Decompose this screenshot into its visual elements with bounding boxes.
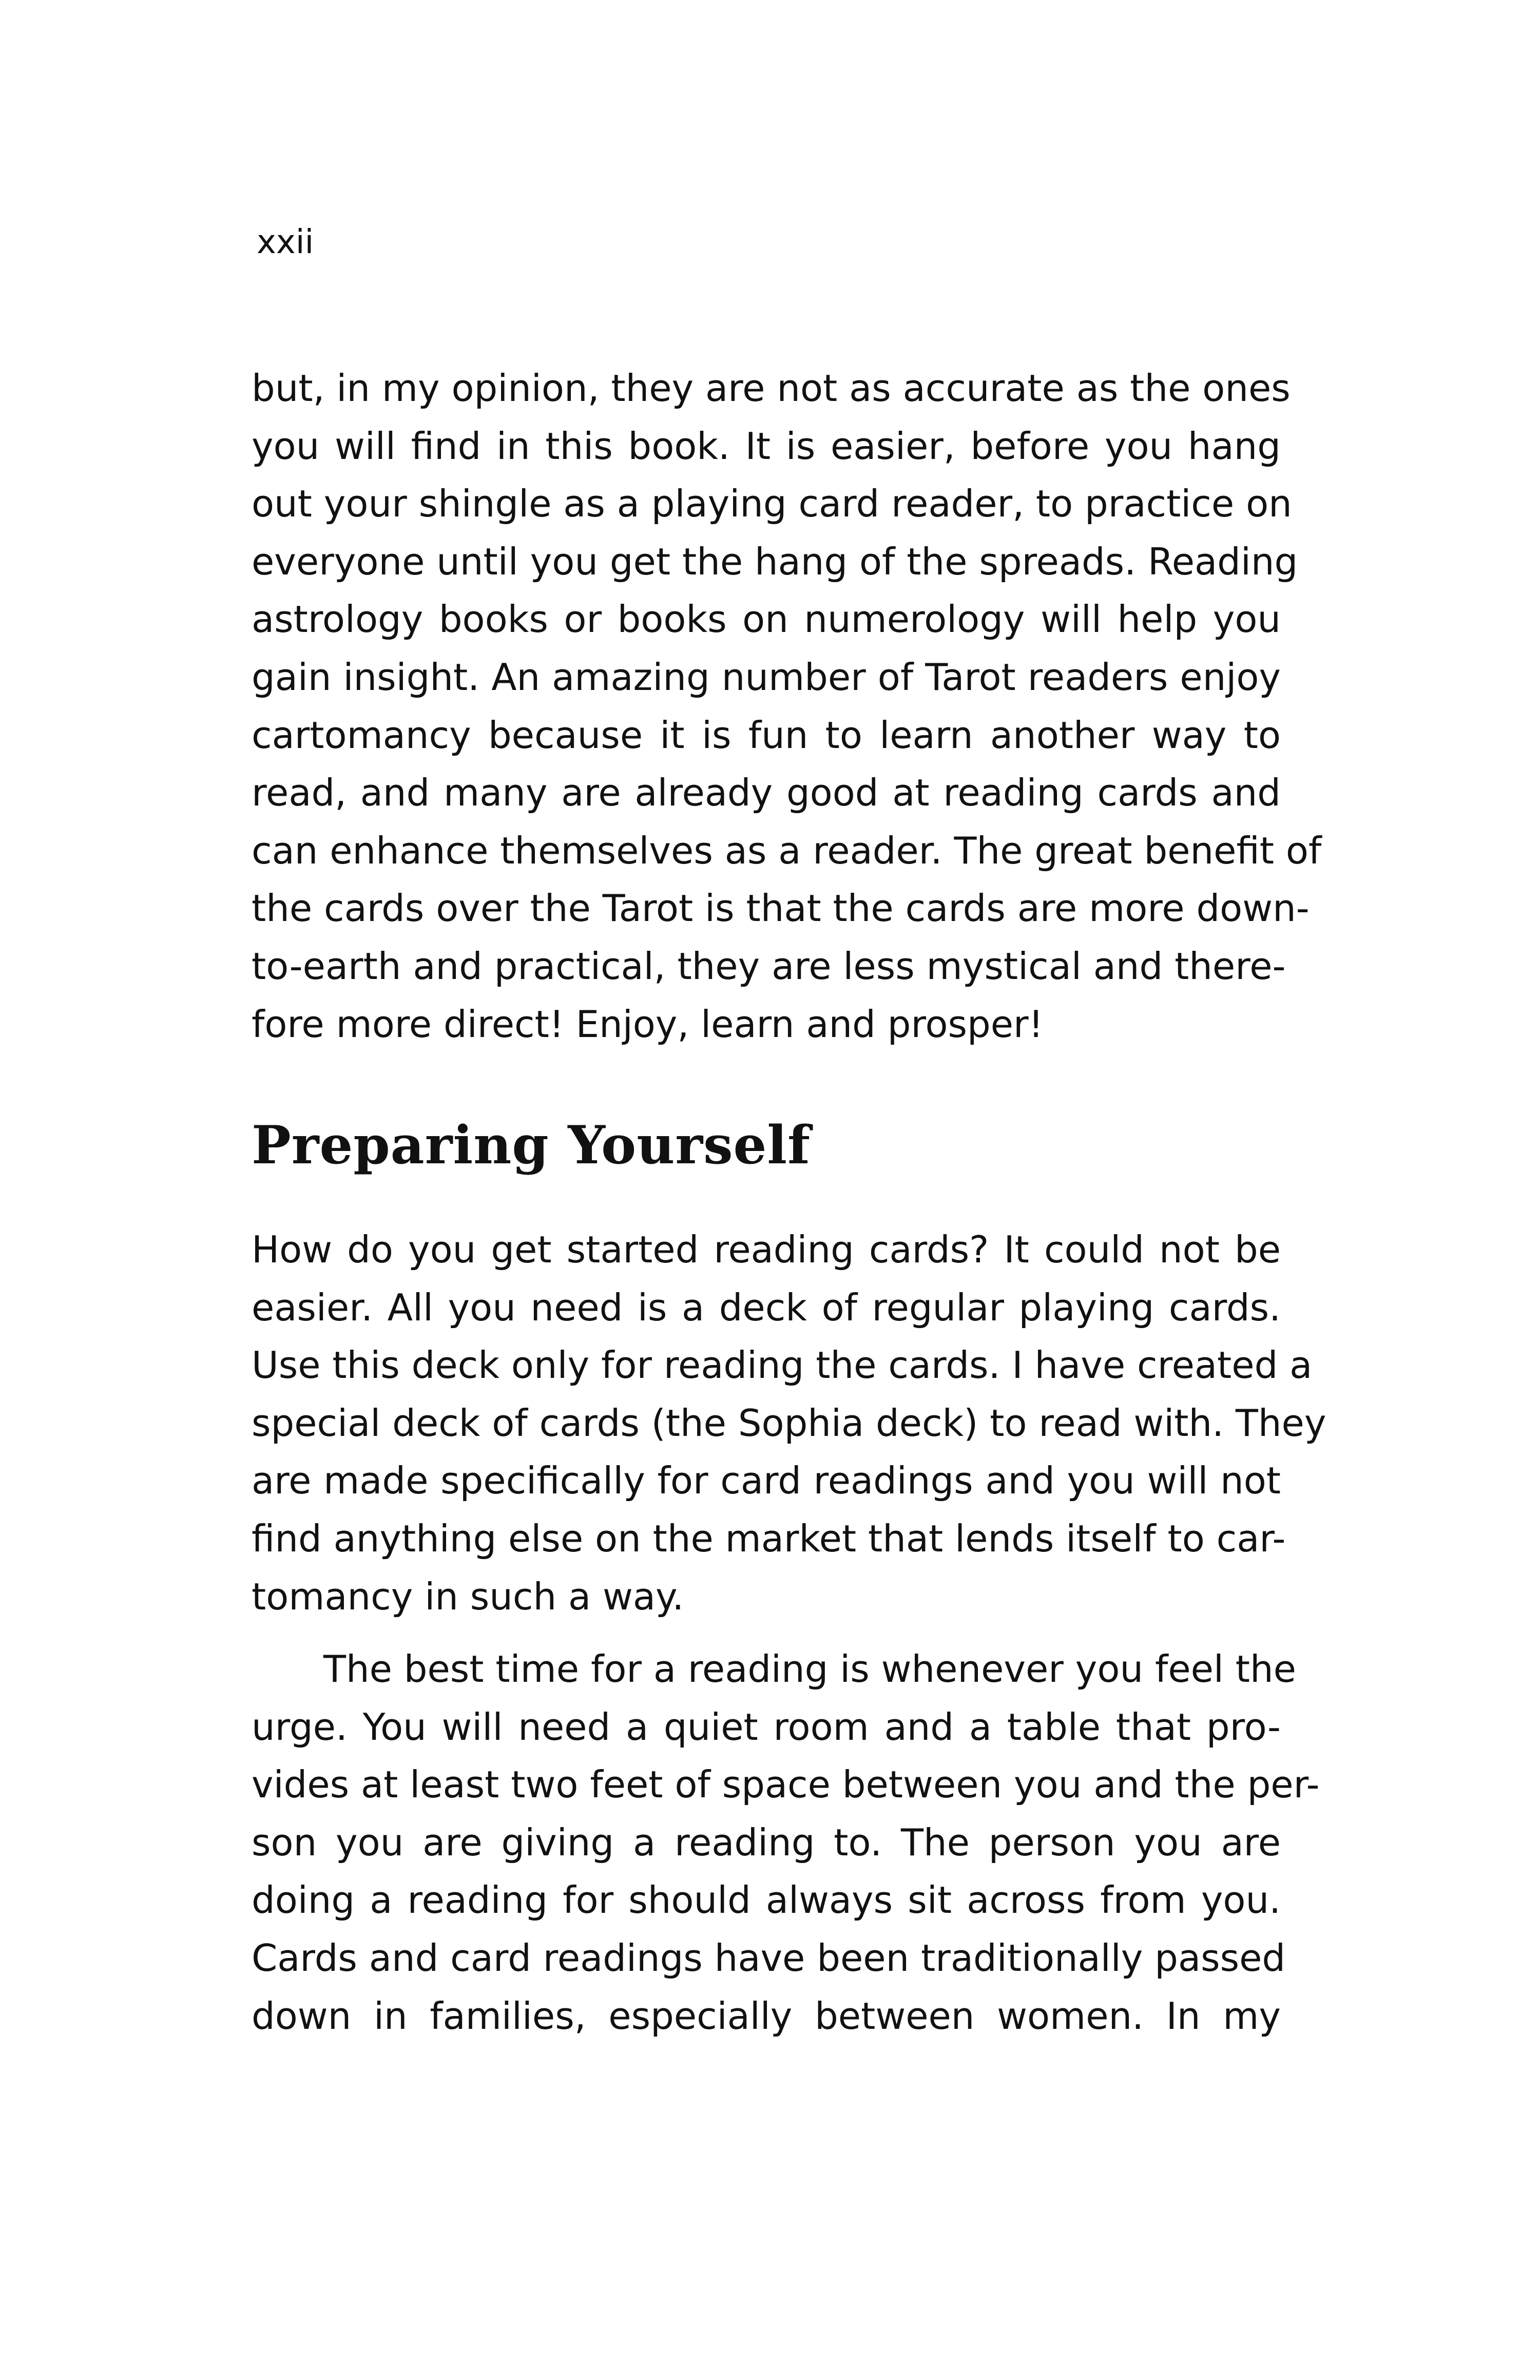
text-line: cartomancy because it is fun to learn another way to	[252, 713, 1281, 757]
text-line: How do you get started reading cards? It could not be	[252, 1228, 1281, 1271]
text-line: son you are giving a reading to. The person you are	[252, 1820, 1281, 1864]
text-line: you will find in this book. It is easier, before you hang	[252, 424, 1281, 468]
text-line: special deck of cards (the Sophia deck) to read with. They	[252, 1401, 1326, 1445]
text-line: gain insight. An amazing number of Tarot readers enjoy	[252, 655, 1281, 699]
text-line: tomancy in such a way.	[252, 1575, 684, 1618]
text-line: doing a reading for should always sit across from you.	[252, 1878, 1281, 1922]
text-line: down in families, especially between women. In my	[252, 1994, 1281, 2038]
text-line: but, in my opinion, they are not as accurate as the ones	[252, 367, 1291, 410]
section-heading: Preparing Yourself	[252, 1115, 811, 1176]
text-line: the cards over the Tarot is that the cards are more down-	[252, 887, 1310, 930]
text-line: can enhance themselves as a reader. The great benefit of	[252, 829, 1322, 872]
text-line: Cards and card readings have been traditionally passed	[252, 1936, 1286, 1980]
text-line: fore more direct! Enjoy, learn and prosper!	[252, 1002, 1044, 1046]
text-line: The best time for a reading is whenever you feel the	[323, 1647, 1296, 1691]
text-line: read, and many are already good at reading cards and	[252, 771, 1281, 815]
paragraph-3	[252, 1640, 1320, 2045]
page-number: xxii	[257, 223, 314, 261]
text-line: to-earth and practical, they are less mystical and there-	[252, 944, 1286, 988]
text-line: everyone until you get the hang of the spreads. Reading	[252, 540, 1298, 583]
text-line: out your shingle as a playing card reader, to practice on	[252, 482, 1292, 526]
text-line: astrology books or books on numerology will help you	[252, 598, 1281, 641]
text-line: easier. All you need is a deck of regular playing cards.	[252, 1285, 1281, 1329]
text-line: find anything else on the market that lends itself to car-	[252, 1517, 1286, 1560]
text-line: vides at least two feet of space between you and the per-	[252, 1763, 1320, 1807]
text-line: urge. You will need a quiet room and a table that pro-	[252, 1705, 1281, 1749]
paragraph-1	[252, 359, 1322, 1053]
text-line: are made specifically for card readings and you will not	[252, 1459, 1281, 1503]
text-line: Use this deck only for reading the cards. I have created a	[252, 1343, 1313, 1387]
paragraph-2	[252, 1221, 1326, 1625]
